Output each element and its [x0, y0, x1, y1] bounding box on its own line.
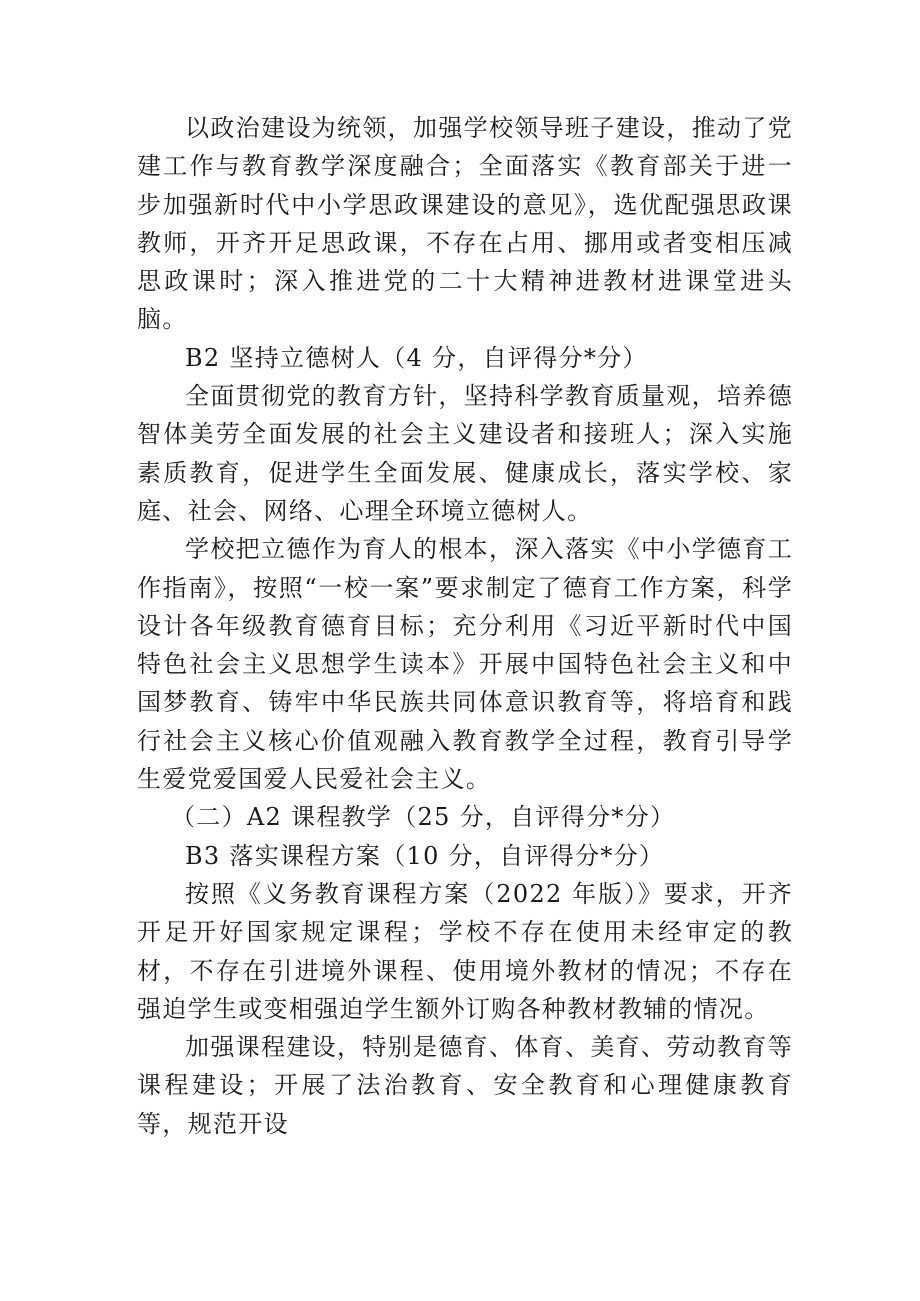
section-heading-a2: （二）A2 课程教学（25 分，自评得分*分）	[171, 803, 676, 832]
paragraph-curriculum-plan: 按照《义务教育课程方案（2022 年版）》要求，开齐开足开好国家规定课程；学校不存在使用未经审定的教材，不存在引进境外课程、使用境外教材的情况；不存在强迫学生或变相强迫学生额外订购各种教材教辅的情况。	[137, 879, 793, 1023]
paragraph-education-policy: 全面贯彻党的教育方针，坚持科学教育质量观，培养德智体美劳全面发展的社会主义建设者和接班人；深入实施素质教育，促进学生全面发展、健康成长，落实学校、家庭、社会、网络、心理全环境立德树人。	[137, 382, 793, 525]
paragraph-curriculum-building: 加强课程建设，特别是德育、体育、美育、劳动教育等课程建设；开展了法治教育、安全教育和心理健康教育等，规范开设	[137, 1033, 793, 1138]
document-body	[137, 109, 793, 1143]
paragraph-party-building: 以政治建设为统领，加强学校领导班子建设，推动了党建工作与教育教学深度融合；全面落实《教育部关于进一步加强新时代中小学思政课建设的意见》，选优配强思政课教师，开齐开足思政课，不存在占用、挪用或者变相压减思政课时；深入推进党的二十大精神进教材进课堂进头脑。	[137, 114, 793, 334]
section-heading-b3: B3 落实课程方案（10 分，自评得分*分）	[185, 841, 665, 870]
section-heading-b2: B2 坚持立德树人（4 分，自评得分*分）	[185, 343, 648, 372]
paragraph-moral-education: 学校把立德作为育人的根本，深入落实《中小学德育工作指南》，按照“一校一案”要求制定了德育工作方案，科学设计各年级教育德育目标；充分利用《习近平新时代中国特色社会主义思想学生读本》开展中国特色社会主义和中国梦教育、铸牢中华民族共同体意识教育等，将培育和践行社会主义核心价值观融入教育教学全过程，教育引导学生爱党爱国爱人民爱社会主义。	[137, 535, 793, 794]
